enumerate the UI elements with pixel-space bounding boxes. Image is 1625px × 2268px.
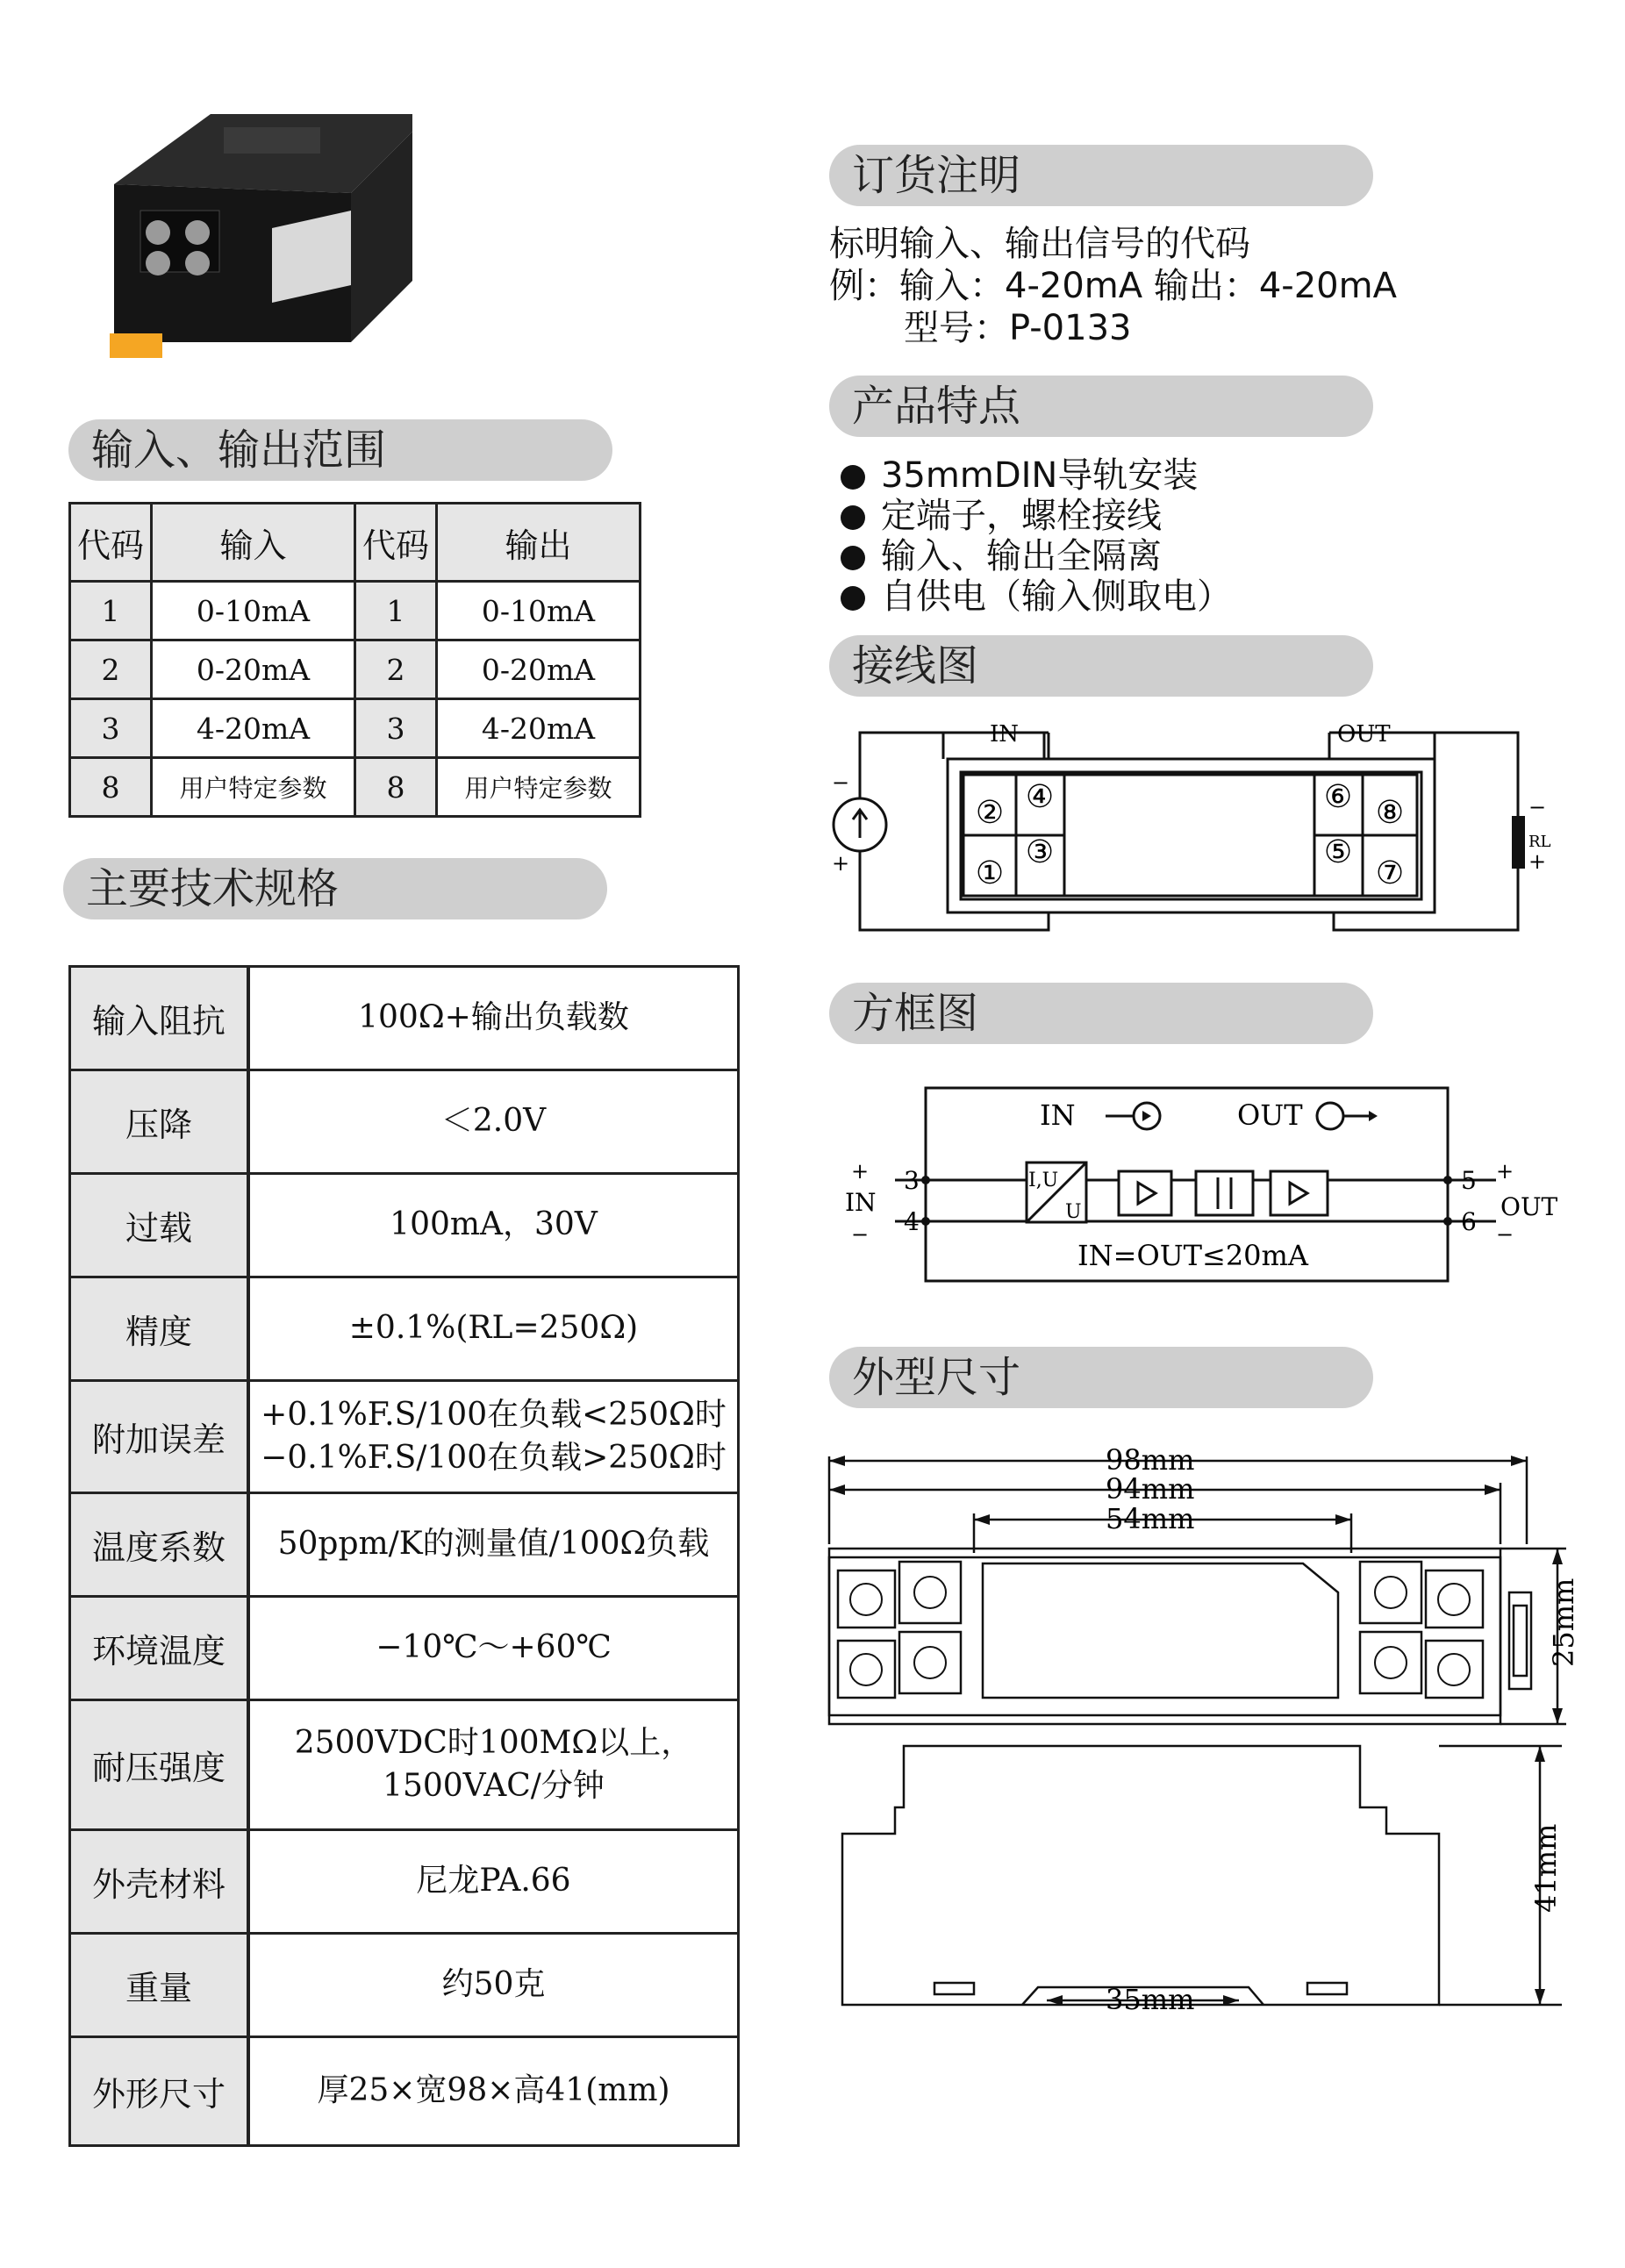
cell: 1 bbox=[70, 582, 152, 640]
spec-value-line: 100mA，30V bbox=[390, 1206, 598, 1243]
pin-3: 3 bbox=[904, 1166, 920, 1195]
section-title-spec: 主要技术规格 bbox=[63, 858, 607, 919]
out-plus: + bbox=[1496, 1159, 1514, 1184]
table-row bbox=[70, 1597, 739, 1700]
spec-key: 外形尺寸 bbox=[70, 2037, 249, 2146]
spec-value bbox=[248, 1277, 739, 1381]
terminal-6: ⑥ bbox=[1323, 779, 1353, 815]
section-title-features: 产品特点 bbox=[829, 376, 1373, 437]
terminal-8: ⑧ bbox=[1375, 795, 1405, 831]
pin-5: 5 bbox=[1461, 1166, 1477, 1195]
spec-value-line: 约50克 bbox=[441, 1966, 546, 2003]
header-code: 代码 bbox=[70, 504, 152, 582]
section-title-block: 方框图 bbox=[829, 983, 1373, 1044]
block-in-symbol: IN bbox=[1040, 1098, 1076, 1132]
table-header-row bbox=[70, 504, 641, 582]
cell: 1 bbox=[355, 582, 437, 640]
cell: 用户特定参数 bbox=[152, 758, 355, 817]
source-plus: + bbox=[832, 851, 850, 876]
pin-6: 6 bbox=[1461, 1207, 1477, 1236]
spec-value bbox=[248, 1070, 739, 1174]
spec-key: 附加误差 bbox=[70, 1381, 249, 1493]
spec-table bbox=[68, 965, 740, 2147]
spec-value-line: ±0.1%(RL=250Ω) bbox=[348, 1310, 639, 1347]
block-formula: IN=OUT≤20mA bbox=[1077, 1239, 1308, 1272]
dimension-drawing bbox=[820, 1439, 1593, 2035]
source-minus: − bbox=[832, 770, 850, 795]
converter-out-label: U bbox=[1065, 1201, 1082, 1223]
load-label: RL bbox=[1528, 833, 1551, 851]
terminal-3: ③ bbox=[1025, 834, 1055, 870]
spec-value bbox=[248, 1700, 739, 1830]
dim-41: 41mm bbox=[1529, 1823, 1563, 1913]
spec-value bbox=[248, 1381, 739, 1493]
spec-key: 精度 bbox=[70, 1277, 249, 1381]
terminal-2: ② bbox=[975, 795, 1005, 831]
block-diagram bbox=[842, 1079, 1579, 1290]
wiring-out-label: OUT bbox=[1337, 721, 1391, 748]
table-row bbox=[70, 582, 641, 640]
spec-value-line: −10℃～+60℃ bbox=[376, 1629, 612, 1666]
spec-key: 外壳材料 bbox=[70, 1830, 249, 1934]
load-minus: − bbox=[1528, 795, 1547, 819]
cell: 0-20mA bbox=[437, 640, 641, 699]
dim-25: 25mm bbox=[1547, 1578, 1580, 1667]
cell: 0-20mA bbox=[152, 640, 355, 699]
spec-value-line: −0.1%F.S/100在负载>250Ω时 bbox=[261, 1439, 727, 1476]
table-row bbox=[70, 1493, 739, 1597]
feature-item bbox=[841, 569, 1232, 619]
cell: 0-10mA bbox=[152, 582, 355, 640]
table-row bbox=[70, 1381, 739, 1493]
bullet-icon bbox=[841, 465, 865, 490]
section-title-wiring: 接线图 bbox=[829, 635, 1373, 697]
order-line-3: 型号：P-0133 bbox=[904, 308, 1132, 348]
table-row bbox=[70, 1174, 739, 1277]
spec-key: 重量 bbox=[70, 1934, 249, 2037]
section-title-range: 输入、输出范围 bbox=[68, 419, 612, 481]
block-in-label: IN bbox=[845, 1188, 877, 1217]
table-row bbox=[70, 967, 739, 1070]
table-row bbox=[70, 1070, 739, 1174]
out-minus: − bbox=[1496, 1222, 1514, 1247]
header-output: 输出 bbox=[437, 504, 641, 582]
cell: 4-20mA bbox=[437, 699, 641, 758]
table-row bbox=[70, 640, 641, 699]
spec-value-line: ＜2.0V bbox=[440, 1103, 547, 1140]
converter-label: I,U bbox=[1028, 1170, 1059, 1191]
cell: 4-20mA bbox=[152, 699, 355, 758]
dim-54: 54mm bbox=[1106, 1502, 1195, 1535]
header-code: 代码 bbox=[355, 504, 437, 582]
header-input: 输入 bbox=[152, 504, 355, 582]
spec-key: 环境温度 bbox=[70, 1597, 249, 1700]
feature-text: 自供电（输入侧取电） bbox=[881, 576, 1232, 617]
section-title-order: 订货注明 bbox=[829, 145, 1373, 206]
cell: 2 bbox=[70, 640, 152, 699]
spec-value-line: 厚25×宽98×高41(mm) bbox=[317, 2072, 670, 2109]
wiring-in-label: IN bbox=[990, 721, 1020, 748]
range-table bbox=[68, 502, 641, 818]
spec-value-line: 尼龙PA.66 bbox=[416, 1863, 571, 1900]
spec-value bbox=[248, 1830, 739, 1934]
spec-value bbox=[248, 2037, 739, 2146]
spec-key: 耐压强度 bbox=[70, 1700, 249, 1830]
feature-text: 35mmDIN导轨安装 bbox=[881, 455, 1199, 496]
cell: 8 bbox=[70, 758, 152, 817]
spec-value bbox=[248, 1934, 739, 2037]
dim-94: 94mm bbox=[1106, 1472, 1195, 1506]
load-plus: + bbox=[1528, 849, 1547, 874]
table-row bbox=[70, 1830, 739, 1934]
feature-text: 定端子，螺栓接线 bbox=[881, 496, 1162, 536]
cell: 3 bbox=[70, 699, 152, 758]
pin-4: 4 bbox=[904, 1207, 920, 1236]
spec-key: 过载 bbox=[70, 1174, 249, 1277]
spec-key: 输入阻抗 bbox=[70, 967, 249, 1070]
order-line-1: 标明输入、输出信号的代码 bbox=[829, 224, 1250, 264]
bullet-icon bbox=[841, 586, 865, 611]
spec-value-line: 100Ω+输出负载数 bbox=[358, 999, 629, 1036]
section-title-dims: 外型尺寸 bbox=[829, 1347, 1373, 1408]
terminal-5: ⑤ bbox=[1323, 834, 1353, 870]
table-row bbox=[70, 699, 641, 758]
block-out-label: OUT bbox=[1500, 1192, 1558, 1221]
table-row bbox=[70, 2037, 739, 2146]
terminal-4: ④ bbox=[1025, 779, 1055, 815]
feature-text: 输入、输出全隔离 bbox=[881, 536, 1162, 576]
spec-value bbox=[248, 1174, 739, 1277]
spec-value bbox=[248, 967, 739, 1070]
cell: 3 bbox=[355, 699, 437, 758]
cell: 8 bbox=[355, 758, 437, 817]
block-out-symbol: OUT bbox=[1237, 1098, 1303, 1132]
bullet-icon bbox=[841, 505, 865, 530]
spec-value-line: 2500VDC时100MΩ以上， bbox=[294, 1724, 693, 1761]
table-row bbox=[70, 1934, 739, 2037]
terminal-7: ⑦ bbox=[1375, 855, 1405, 891]
dim-98: 98mm bbox=[1106, 1443, 1195, 1477]
cell: 用户特定参数 bbox=[437, 758, 641, 817]
spec-value-line: +0.1%F.S/100在负载<250Ω时 bbox=[261, 1396, 727, 1433]
spec-value bbox=[248, 1493, 739, 1597]
wiring-diagram bbox=[816, 719, 1571, 965]
table-row bbox=[70, 1700, 739, 1830]
product-photo bbox=[61, 79, 412, 395]
table-row bbox=[70, 758, 641, 817]
spec-key: 温度系数 bbox=[70, 1493, 249, 1597]
spec-value-line: 1500VAC/分钟 bbox=[383, 1767, 605, 1804]
dim-35: 35mm bbox=[1106, 1983, 1195, 2016]
spec-value bbox=[248, 1597, 739, 1700]
in-minus: − bbox=[851, 1222, 870, 1247]
spec-key: 压降 bbox=[70, 1070, 249, 1174]
table-row bbox=[70, 1277, 739, 1381]
spec-value-line: 50ppm/K的测量值/100Ω负载 bbox=[277, 1526, 710, 1563]
cell: 0-10mA bbox=[437, 582, 641, 640]
cell: 2 bbox=[355, 640, 437, 699]
order-line-2: 例：输入：4-20mA 输出：4-20mA bbox=[829, 266, 1397, 306]
bullet-icon bbox=[841, 546, 865, 570]
in-plus: + bbox=[851, 1159, 870, 1184]
terminal-1: ① bbox=[975, 855, 1005, 891]
